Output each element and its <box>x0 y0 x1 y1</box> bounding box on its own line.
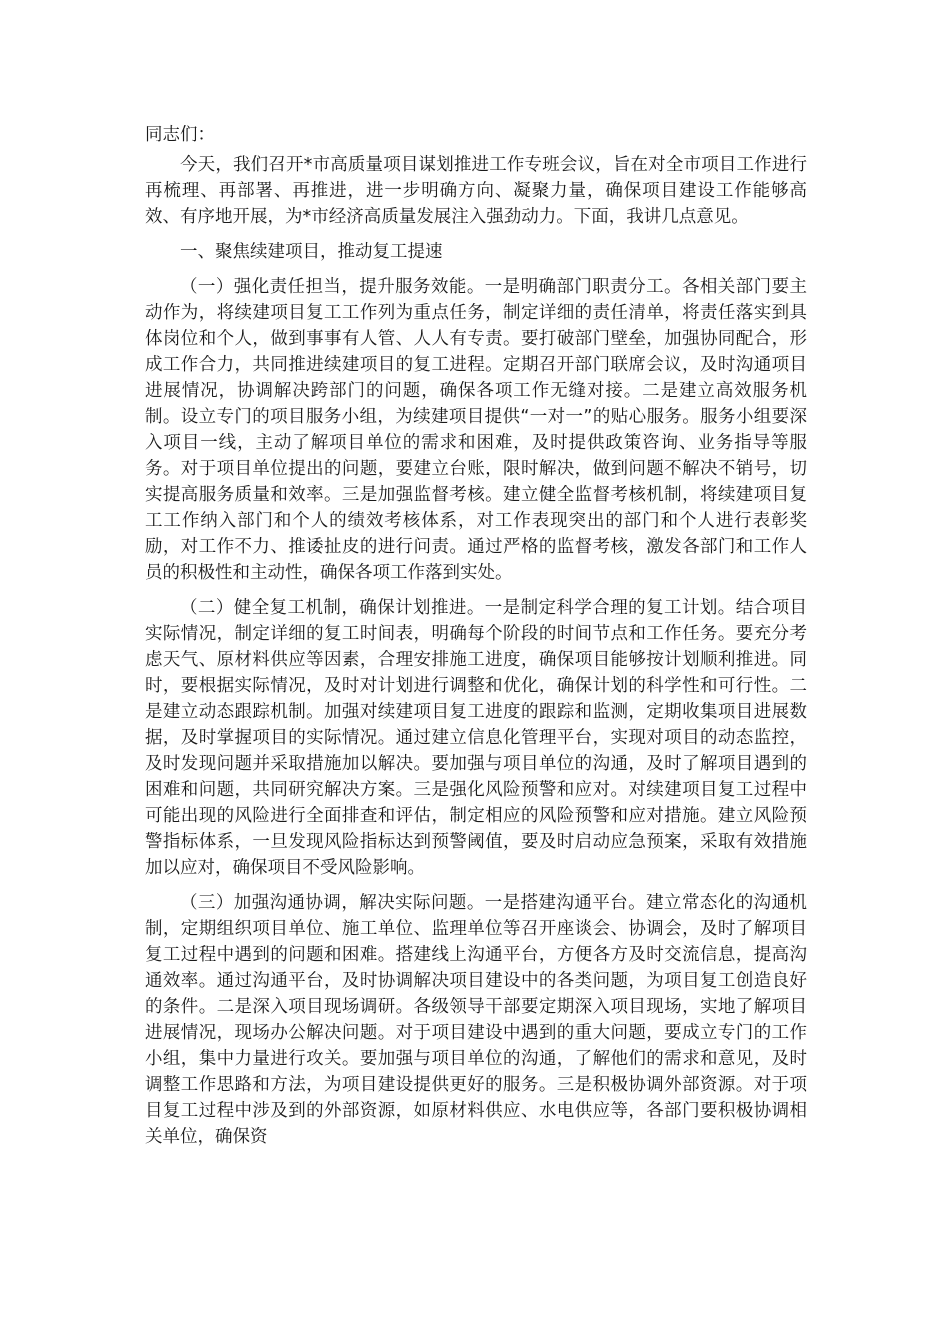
intro-paragraph: 今天，我们召开*市高质量项目谋划推进工作专班会议，旨在对全市项目工作进行再梳理、再部署、再推进，进一步明确方向、凝聚力量，确保项目建设工作能够高效、有序地开展，为*市经济高质量发展注入强劲动力。下面，我讲几点意见。 <box>145 155 807 227</box>
document-page <box>145 122 807 1159</box>
salutation: 同志们： <box>145 125 215 145</box>
body-paragraph: （二）健全复工机制，确保计划推进。一是制定科学合理的复工计划。结合项目实际情况，制定详细的复工时间表，明确每个阶段的时间节点和工作任务。要充分考虑天气、原材料供应等因素，合理安排施工进度，确保项目能够按计划顺利推进。同时，要根据实际情况，及时对计划进行调整和优化，确保计划的科学性和可行性。二是建立动态跟踪机制。加强对续建项目复工进度的跟踪和监测，定期收集项目进展数据，及时掌握项目的实际情况。通过建立信息化管理平台，实现对项目的动态监控，及时发现问题并采取措施加以解决。要加强与项目单位的沟通，及时了解项目遇到的困难和问题，共同研究解决方案。三是强化风险预警和应对。对续建项目复工过程中可能出现的风险进行全面排查和评估，制定相应的风险预警和应对措施。建立风险预警指标体系，一旦发现风险指标达到预警阈值，要及时启动应急预案，采取有效措施加以应对，确保项目不受风险影响。 <box>145 598 807 878</box>
body-paragraph: （一）强化责任担当，提升服务效能。一是明确部门职责分工。各相关部门要主动作为，将续建项目复工工作列为重点任务，制定详细的责任清单，将责任落实到具体岗位和个人，做到事事有人管、人人有专责。要打破部门壁垒，加强协同配合，形成工作合力，共同推进续建项目的复工进程。定期召开部门联席会议，及时沟通项目进展情况，协调解决跨部门的问题，确保各项工作无缝对接。二是建立高效服务机制。设立专门的项目服务小组，为续建项目提供“一对一”的贴心服务。服务小组要深入项目一线，主动了解项目单位的需求和困难，及时提供政策咨询、业务指导等服务。对于项目单位提出的问题，要建立台账，限时解决，做到问题不解决不销号，切实提高服务质量和效率。三是加强监督考核。建立健全监督考核机制，将续建项目复工工作纳入部门和个人的绩效考核体系，对工作表现突出的部门和个人进行表彰奖励，对工作不力、推诿扯皮的进行问责。通过严格的监督考核，激发各部门和工作人员的积极性和主动性，确保各项工作落到实处。 <box>145 277 807 583</box>
section-heading: 一、聚焦续建项目，推动复工提速 <box>180 242 443 262</box>
body-paragraph: （三）加强沟通协调，解决实际问题。一是搭建沟通平台。建立常态化的沟通机制，定期组织项目单位、施工单位、监理单位等召开座谈会、协调会，及时了解项目复工过程中遇到的问题和困难。搭建线上沟通平台，方便各方及时交流信息，提高沟通效率。通过沟通平台，及时协调解决项目建设中的各类问题，为项目复工创造良好的条件。二是深入项目现场调研。各级领导干部要定期深入项目现场，实地了解项目进展情况，现场办公解决问题。对于项目建设中遇到的重大问题，要成立专门的工作小组，集中力量进行攻关。要加强与项目单位的沟通，了解他们的需求和意见，及时调整工作思路和方法，为项目建设提供更好的服务。三是积极协调外部资源。对于项目复工过程中涉及到的外部资源，如原材料供应、水电供应等，各部门要积极协调相关单位，确保资 <box>145 893 807 1147</box>
